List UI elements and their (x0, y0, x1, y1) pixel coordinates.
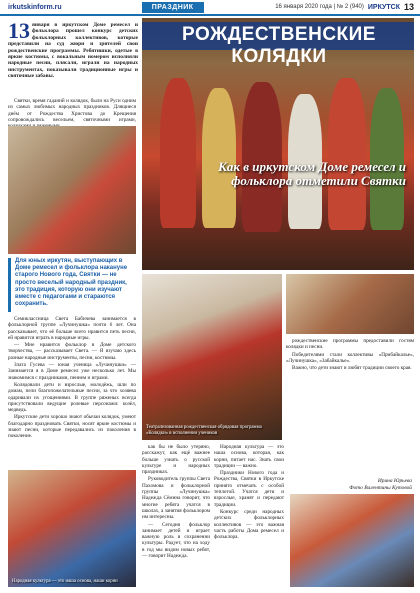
paragraph: Победителями стали коллективы «Прибайкалье», «Лучинушка», «Забайкалье». (286, 351, 414, 364)
hero-photo (142, 18, 414, 270)
lead-drop-number: 13 (8, 18, 30, 43)
page-header (0, 0, 420, 14)
lead-text: января в иркутском Доме ремесел и фольклора прошел конкурс детских фольклорных коллективов, которые представили на суд жюри и зрителей свои рождественские программы. Ребятишки, одетые в яркие костюмы, с вокальным номером исполняли народные песни, плясали, играли на народных инструментах, показывали традиционные игры и святочные забавы. (8, 22, 138, 80)
text-column-3 (142, 444, 210, 587)
costumed-figure (160, 78, 196, 228)
pull-quote: Для юных иркутян, выступающих в Доме ремесел и фольклора накануне старого Нового года, Святки — не просто веселый народный праздник, это традиция, которую они изучают вместе с педагогами и стараются сохранить. (8, 258, 136, 312)
text-column-1 (8, 98, 136, 124)
paragraph: Праздники Нового года и Рождества, Святки в Иркутске принято отмечать с особой теплотой. Учатся дети и взрослые, хранят и передают традиции. (214, 470, 284, 508)
paragraph: Злата Гусева — юная ученица «Лучинушки» — Занимается я в Доме ремесел уже несколько лет. Мы знакомимся с праздниками, пением и играми. (8, 362, 136, 381)
paragraph: рождественские программы предоставили гостям колядки и песни. (286, 338, 414, 351)
paragraph: Важно, что дети знают и любят традиции своего края. (292, 365, 412, 372)
text-column-2 (8, 316, 136, 466)
page-number: 13 (403, 2, 414, 12)
middle-photo-caption: Театрализованная рождественская обрядовая программа «Колядки» в исполнении учеников (146, 425, 262, 436)
text-column-4 (214, 444, 284, 587)
paragraph: Колядовали дети и взрослые, молодёжь, шли по домам, пели благопожелательные песни, за что хозяева одаривали их угощениями. В группе ряженых всегда присутствовали ведущие ролевые персонажи: козёл, медведь. (8, 381, 136, 414)
site-name[interactable]: irkutskinform.ru (8, 3, 62, 11)
middle-photo (142, 274, 282, 440)
photo-credit: Фото Валентины Кутовой (349, 484, 412, 491)
bottom-photo-caption: Народная культура — это наша основа, наши корни (12, 578, 118, 584)
paragraph: Народная культура — это наша основа, которая, как корни, питает нас. Знать свои традиции — важно. (214, 444, 284, 469)
text-column-5 (286, 338, 414, 474)
right-photo (286, 274, 414, 334)
bottom-left-photo (8, 470, 136, 587)
paragraph: Семиклассница Света Бабичева занимается в фольклорной группе «Лучинушка» почти 6 лет. Она рассказывает, что её больше всего нравится петь песни, ей нравится играть в народные игры. (8, 316, 136, 341)
byline (312, 478, 412, 491)
paragraph: Святки, время гаданий и колядок, были на Руси одним из самых любимых народных праздников. Длящиеся днём от Рождества Христова до Крещения сопровождались весельем, святочными играми, (8, 98, 136, 123)
author-name: Ирина Юрьева (377, 478, 412, 484)
hero-caption: Как в иркутском Доме ремесел и фольклора отметили Святки (218, 159, 406, 188)
paragraph: как бы не было утеряно, расскажут, как ещё важнее больше узнать о русской культуре и народных праздниках. (142, 444, 210, 476)
lead-paragraph (8, 18, 138, 80)
paragraph: Конкурс среди народных детских фольклорных коллективов — это важная часть работы Дома ремесел и фольклора. (214, 508, 284, 541)
header-rule (0, 14, 420, 16)
city-name: ИРКУТСК (367, 3, 400, 11)
paragraph: — Сегодня фольклор занимает детей и играет важную роль в сохранении культуры. Радует, что на ходу в год мы видим новых ребят, — говорит Надежда. (142, 521, 210, 560)
paragraph: — Мне нравится фольклор в Доме детского творчества, — рассказывает Света. — Я изучаю здесь разные народные инструменты, песни, костюмы. (8, 342, 136, 361)
costumed-figure (202, 88, 236, 228)
paragraph: Иркутские дети хорошо знают обычаи колядок, умеют благодарно праздновать Святки, носят яркие костюмы и знают песни, которые передавались из поколения в поколение. (8, 414, 136, 440)
side-photo (8, 126, 136, 254)
paragraph: Руководитель группы Света Пахомова и фольклорной группы «Лучинушка» Надежда Сёмина говорит, что многие ребята учатся в школах, а занятия фольклором им интересны. (142, 476, 210, 521)
costumed-figure (242, 82, 282, 232)
rubric-label: ПРАЗДНИК (142, 2, 204, 13)
article-title: РОЖДЕСТВЕНСКИЕ КОЛЯДКИ (182, 24, 376, 67)
costumed-figure (328, 78, 366, 230)
issue-date: 16 января 2020 года | № 2 (940) (275, 4, 364, 10)
bottom-right-photo (290, 494, 414, 587)
